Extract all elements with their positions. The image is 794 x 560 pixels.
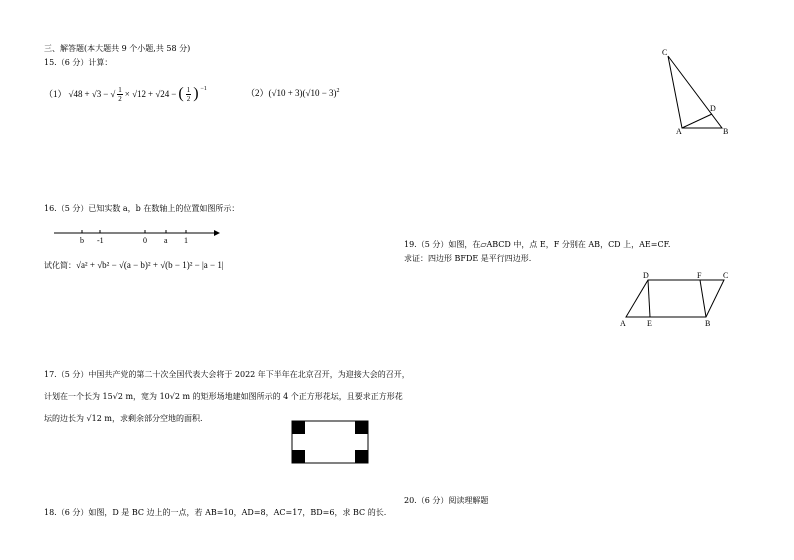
- label-a: A: [620, 319, 626, 328]
- q19-line2: 求证：四边形 BFDE 是平行四边形.: [404, 254, 532, 263]
- q15-p1-label: （1）: [44, 89, 67, 99]
- label-a: A: [676, 127, 682, 136]
- q16-expression: √a² + √b² − √(a − b)² + √(b − 1)² − |a − 1|: [76, 260, 224, 270]
- fraction-denominator: 2: [118, 94, 122, 103]
- fraction-numerator: 1: [118, 85, 122, 94]
- parallelogram-abcd: [626, 280, 724, 317]
- q15-p1-exponent: −1: [200, 86, 207, 92]
- q15-p1-lparen: (: [178, 85, 184, 102]
- q15-header: 15.（6 分）计算：: [44, 58, 113, 67]
- label-f: F: [697, 271, 702, 280]
- q15-p1-minus2: −: [171, 89, 177, 99]
- label-neg1: -1: [97, 236, 104, 245]
- q15-p2-expr: (√10 + 3)(√10 − 3): [268, 88, 337, 98]
- q15-p2-exponent: 2: [336, 88, 340, 94]
- label-c: C: [723, 271, 729, 280]
- label-0: 0: [143, 236, 147, 245]
- q15-p2-label: （2）: [246, 88, 269, 98]
- fraction-denominator: 2: [186, 94, 191, 103]
- q15-p1-minus: −: [103, 89, 109, 99]
- label-d: D: [643, 271, 649, 280]
- label-1: 1: [184, 236, 188, 245]
- label-b: B: [723, 127, 729, 136]
- q18-text: 18.（6 分）如图，D 是 BC 边上的一点，若 AB=10，AD=8，AC=17，BD=6，求 BC 的长.: [44, 508, 387, 517]
- label-a: a: [164, 236, 168, 245]
- label-b: B: [705, 319, 711, 328]
- q19-line1: 19.（5 分）如图，在▱ABCD 中，点 E，F 分别在 AB，CD 上，AE=CF.: [404, 240, 671, 249]
- label-e: E: [647, 319, 652, 328]
- q15-p1-times-sqrt12: × √12: [124, 89, 147, 99]
- segment-de: [648, 280, 650, 317]
- fraction-numerator: 1: [186, 85, 191, 94]
- q17-line2: 计划在一个长为 15√2 m，宽为 10√2 m 的矩形场地建如图所示的 4 个正方形花坛，且要求正方形花: [44, 392, 403, 401]
- label-d: D: [710, 104, 716, 113]
- label-c: C: [662, 48, 668, 57]
- label-b: b: [80, 236, 84, 245]
- q16-simplify-label: 试化简：: [44, 261, 76, 270]
- q17-line1: 17.（5 分）中国共产党的第二十次全国代表大会将于 2022 年下半年在北京召开，为迎接大会的召开，: [44, 370, 410, 379]
- q15-part1: （1） √48 + √3 − √ $\frac{1}{2}$ × √12 + √24 − ( $\frac{1}{2}$ ) $^{-1}$: [44, 85, 207, 103]
- q17-line3: 坛的边长为 √12 m，求剩余部分空地的面积.: [44, 414, 203, 423]
- q20-text: 20.（6 分）阅读理解题: [404, 496, 489, 505]
- segment-fb: [700, 280, 706, 317]
- q16-header: 16.（5 分）已知实数 a，b 在数轴上的位置如图所示：: [44, 204, 240, 213]
- q15-p1-sqrt24: + √24: [148, 89, 170, 99]
- section-title: 三、解答题(本大题共 9 个小题,共 58 分): [44, 44, 191, 53]
- q15-p1-sqrt3: + √3: [84, 89, 102, 99]
- q15-p1-rparen: ): [193, 85, 199, 102]
- q15-p1-sqrt48: √48: [68, 89, 83, 99]
